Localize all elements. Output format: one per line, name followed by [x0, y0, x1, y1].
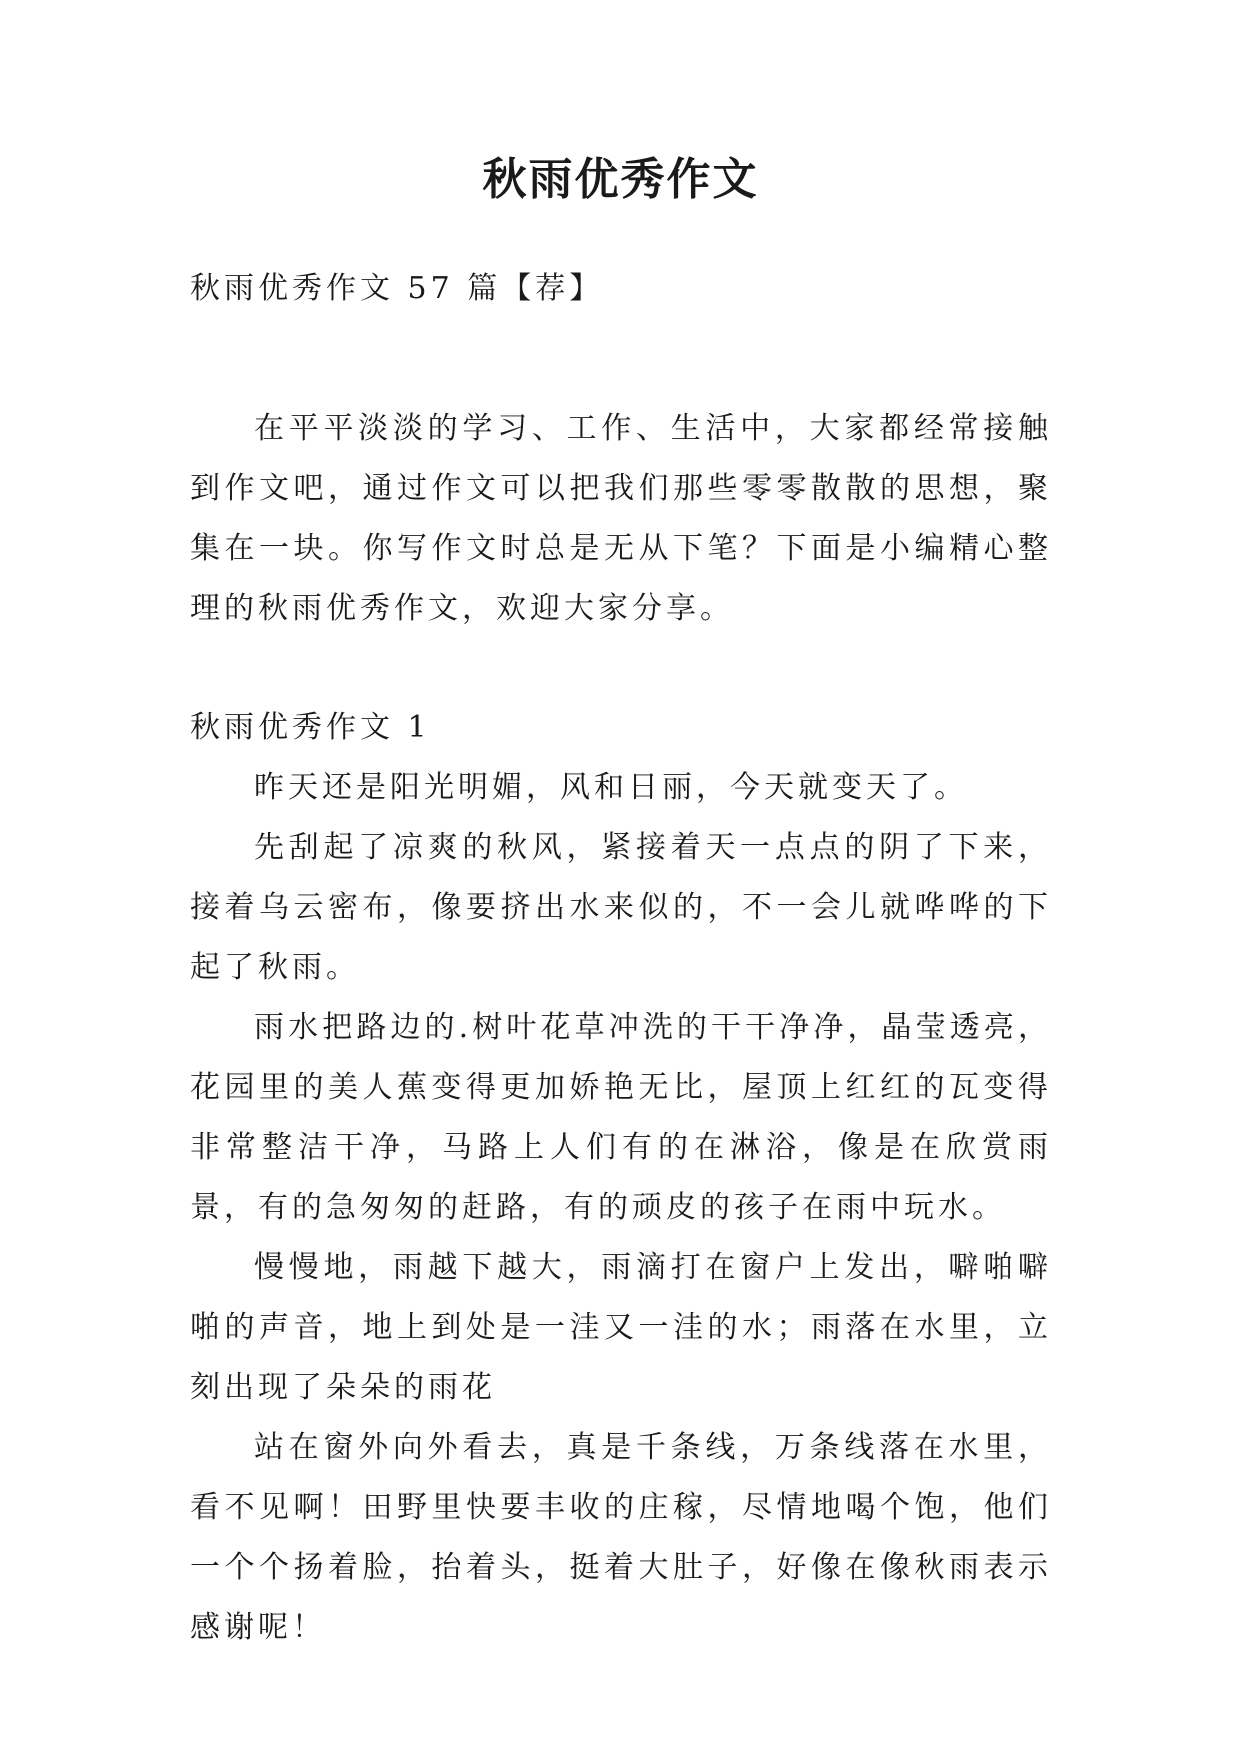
essay-paragraph-5: 站在窗外向外看去，真是千条线，万条线落在水里，看不见啊！田野里快要丰收的庄稼，尽情地喝个饱，他们一个个扬着脸，抬着头，挺着大肚子，好像在像秋雨表示感谢呢！: [190, 1430, 1052, 1645]
essay-paragraph-4: 慢慢地，雨越下越大，雨滴打在窗户上发出，噼啪噼啪的声音，地上到处是一洼又一洼的水；雨落在水里，立刻出现了朵朵的雨花: [190, 1250, 1052, 1405]
intro-paragraph: 在平平淡淡的学习、工作、生活中，大家都经常接触到作文吧，通过作文可以把我们那些零零散散的思想，聚集在一块。你写作文时总是无从下笔？下面是小编精心整理的秋雨优秀作文，欢迎大家分享。: [190, 411, 1052, 626]
essay-paragraph-1: 昨天还是阳光明媚，风和日丽，今天就变天了。: [254, 770, 968, 805]
essay-section: [190, 698, 1052, 1658]
document-subtitle: 秋雨优秀作文 57 篇【荐】: [190, 271, 604, 306]
section-heading: 秋雨优秀作文 1: [190, 710, 431, 745]
page-title: 秋雨优秀作文: [482, 154, 759, 205]
essay-paragraph-3: 雨水把路边的.树叶花草冲洗的干干净净，晶莹透亮，花园里的美人蕉变得更加娇艳无比，屋顶上红红的瓦变得非常整洁干净，马路上人们有的在淋浴，像是在欣赏雨景，有的急匆匆的赶路，有的顽皮的孩子在雨中玩水。: [190, 1010, 1052, 1225]
essay-paragraph-2: 先刮起了凉爽的秋风，紧接着天一点点的阴了下来，接着乌云密布，像要挤出水来似的，不一会儿就哗哗的下起了秋雨。: [190, 830, 1052, 985]
